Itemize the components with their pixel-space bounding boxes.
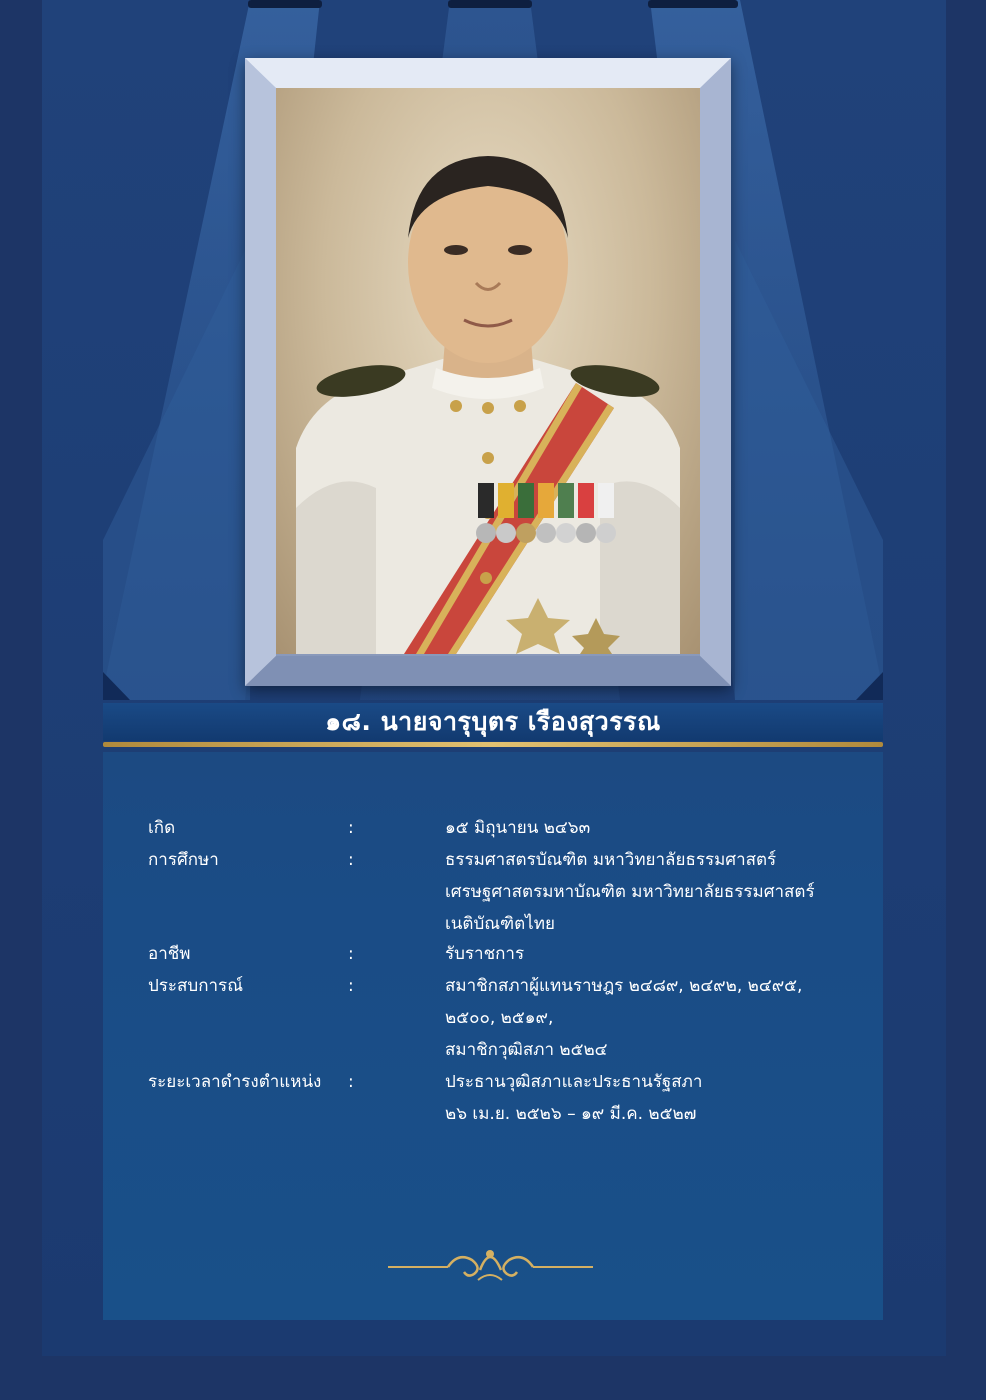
birth-label: เกิด [148,818,176,838]
term-line: ประธานวุฒิสภาและประธานรัฐสภา [445,1072,703,1092]
biography-panel [103,752,883,1320]
education-line: เนติบัณฑิตไทย [445,914,555,934]
term-label: ระยะเวลาดำรงตำแหน่ง [148,1072,322,1092]
occupation-label: อาชีพ [148,944,191,964]
portrait-frame [245,58,731,686]
education-colon: : [348,850,354,870]
term-value [445,1066,865,1130]
occupation-line: รับราชการ [445,944,525,964]
portrait-figure [276,88,700,654]
gold-divider [103,742,883,747]
education-label: การศึกษา [148,850,219,870]
education-line: เศรษฐศาสตรมหาบัณฑิต มหาวิทยาลัยธรรมศาสตร์ [445,882,815,902]
experience-line: สมาชิกวุฒิสภา ๒๕๒๔ [445,1040,608,1060]
education-value [445,844,865,940]
experience-value [445,970,865,1066]
experience-label: ประสบการณ์ [148,976,243,996]
experience-line: ๒๕๐๐, ๒๕๑๙, [445,1008,554,1028]
birth-line: ๑๕ มิถุนายน ๒๔๖๓ [445,818,591,838]
birth-value [445,812,865,844]
person-name-title: ๑๘. นายจารุบุตร เรืองสุวรรณ [325,707,661,736]
birth-colon: : [348,818,354,838]
portrait-painting [276,88,700,654]
name-title-band [103,703,883,741]
occupation-colon: : [348,944,354,964]
experience-line: สมาชิกสภาผู้แทนราษฎร ๒๔๘๙, ๒๔๙๒, ๒๔๙๕, [445,976,803,996]
spotlight-left [248,0,322,8]
education-line: ธรรมศาสตรบัณฑิต มหาวิทยาลัยธรรมศาสตร์ [445,850,777,870]
experience-colon: : [348,976,354,996]
occupation-value [445,938,865,970]
term-colon: : [348,1072,354,1092]
ornament-flourish-icon [388,1240,593,1286]
spotlight-right [648,0,738,8]
term-line: ๒๖ เม.ย. ๒๕๒๖ – ๑๙ มี.ค. ๒๕๒๗ [445,1104,697,1124]
spotlight-center [448,0,532,8]
